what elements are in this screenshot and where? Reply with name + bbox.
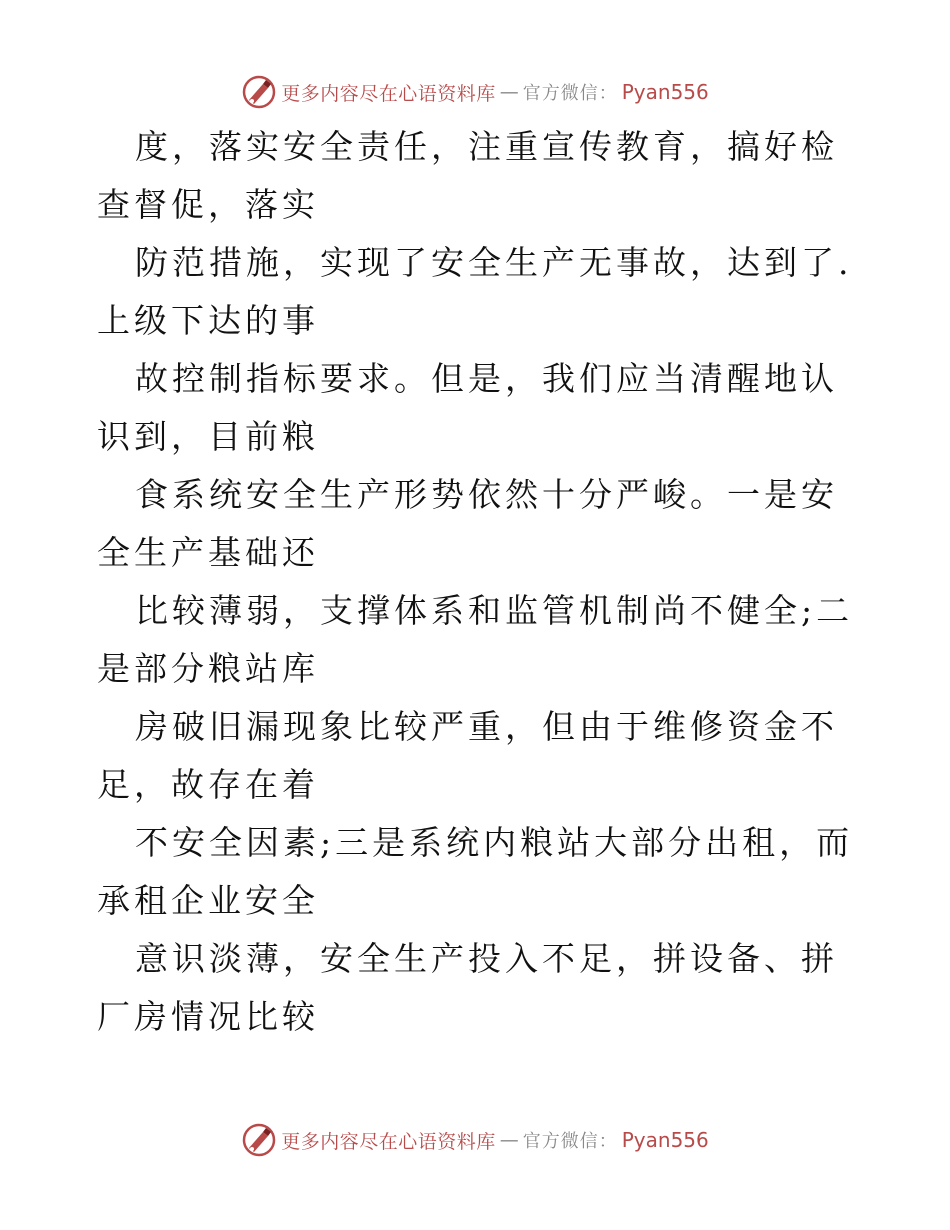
watermark-main-text: 更多内容尽在心语资料库	[281, 1130, 496, 1153]
watermark-wechat-id: Pyan556	[621, 1128, 709, 1152]
paragraph-2: 防范措施，实现了安全生产无事故，达到了.上级下达的事	[97, 243, 853, 340]
pen-logo-icon	[241, 74, 277, 110]
watermark-wechat-id: Pyan556	[621, 80, 709, 104]
header-watermark	[0, 72, 950, 112]
paragraph-8: 意识淡薄，安全生产投入不足，拼设备、拼厂房情况比较	[97, 939, 838, 1036]
paragraph-6: 房破旧漏现象比较严重，但由于维修资金不足，故存在着	[97, 707, 838, 804]
watermark-dash: —	[499, 1129, 519, 1151]
footer-watermark	[0, 1120, 950, 1160]
paragraph-7: 不安全因素;三是系统内粮站大部分出租，而承租企业安全	[97, 823, 854, 920]
watermark-official-label: 官方微信：	[522, 83, 618, 104]
document-body	[97, 118, 857, 1046]
watermark-official-label: 官方微信：	[522, 1131, 618, 1152]
paragraph-5: 比较薄弱，支撑体系和监管机制尚不健全;二是部分粮站库	[97, 591, 854, 688]
pen-logo-icon	[241, 1122, 277, 1158]
watermark-main-text: 更多内容尽在心语资料库	[281, 82, 496, 105]
watermark-dash: —	[499, 81, 519, 103]
paragraph-3: 故控制指标要求。但是，我们应当清醒地认识到，目前粮	[97, 359, 838, 456]
paragraph-4: 食系统安全生产形势依然十分严峻。一是安全生产基础还	[97, 475, 838, 572]
paragraph-1: 度，落实安全责任，注重宣传教育，搞好检查督促，落实	[97, 127, 838, 224]
